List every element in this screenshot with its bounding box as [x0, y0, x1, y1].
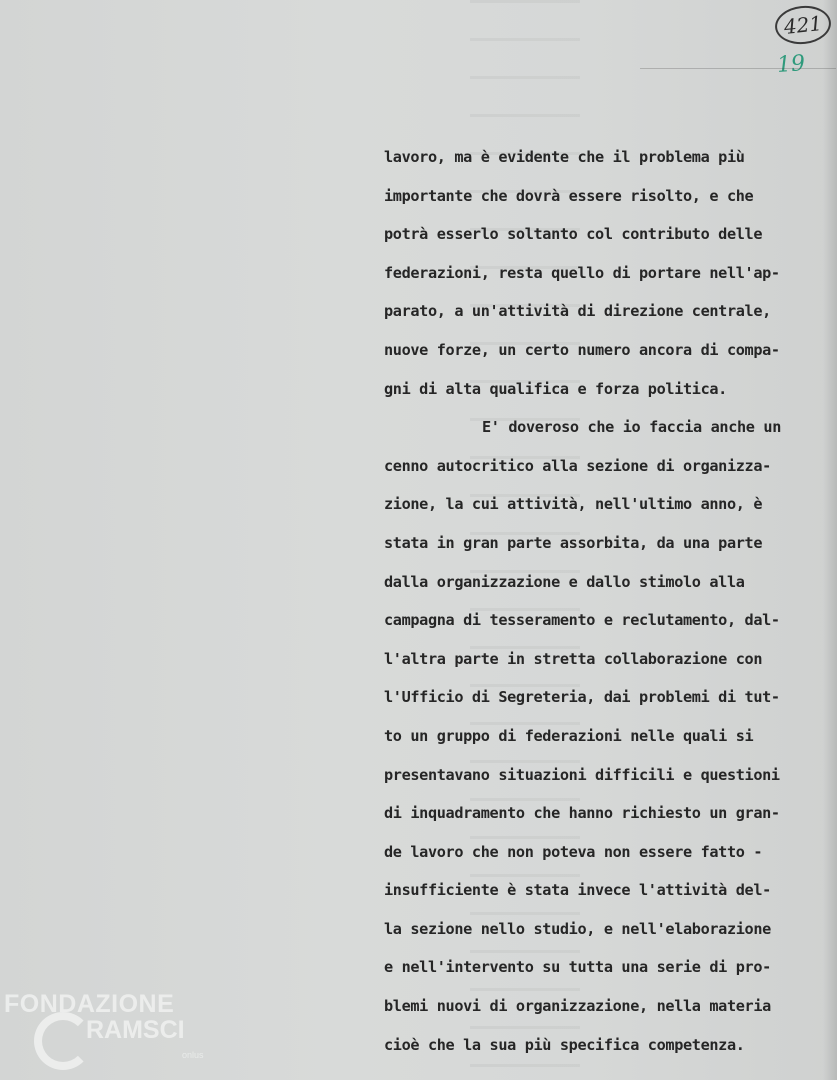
text-line: de lavoro che non poteva non essere fatto -	[384, 842, 763, 861]
text-line: to un gruppo di federazioni nelle quali si	[384, 726, 754, 745]
text-line: di inquadramento che hanno richiesto un gran-	[384, 804, 780, 823]
text-line: e nell'intervento su tutta una serie di pro-	[384, 958, 771, 977]
text-line: insufficiente è stata invece l'attività del-	[384, 881, 771, 900]
top-rule	[640, 68, 836, 69]
text-line: importante che dovrà essere risolto, e che	[384, 186, 754, 205]
text-line: cioè che la sua più specifica competenza.	[384, 1035, 745, 1054]
text-line: federazioni, resta quello di portare nell'ap-	[384, 263, 780, 282]
watermark-line2: RAMSCI	[86, 1016, 185, 1044]
watermark-g-logo	[34, 1012, 92, 1070]
text-line: presentavano situazioni difficili e questioni	[384, 765, 780, 784]
watermark-line3: onlus	[182, 1050, 204, 1060]
text-line: parato, a un'attività di direzione centrale,	[384, 302, 771, 321]
text-line: gni di alta qualifica e forza politica.	[384, 379, 727, 398]
text-line: nuove forze, un certo numero ancora di compa-	[384, 340, 780, 359]
text-line: cenno autocritico alla sezione di organizza-	[384, 456, 771, 475]
text-line: l'altra parte in stretta collaborazione con	[384, 649, 763, 668]
text-line: potrà esserlo soltanto col contributo delle	[384, 225, 763, 244]
fondazione-gramsci-watermark	[4, 990, 214, 1078]
text-line: campagna di tesseramento e reclutamento, dal-	[384, 611, 780, 630]
folio-number: 19	[776, 51, 806, 78]
page-number: 421	[782, 11, 824, 39]
typewritten-text	[384, 138, 830, 1064]
text-line: zione, la cui attività, nell'ultimo anno, è	[384, 495, 763, 514]
text-line: la sezione nello studio, e nell'elaborazione	[384, 919, 771, 938]
text-line: l'Ufficio di Segreteria, dai problemi di tut-	[384, 688, 780, 707]
paragraph-first-line: E' doveroso che io faccia anche un	[482, 418, 781, 437]
text-line: blemi nuovi di organizzazione, nella materia	[384, 997, 771, 1016]
watermark-line1: FONDAZIONE	[4, 990, 175, 1018]
text-line: stata in gran parte assorbita, da una parte	[384, 533, 763, 552]
text-line: lavoro, ma è evidente che il problema più	[384, 148, 745, 166]
text-line: dalla organizzazione e dallo stimolo alla	[384, 572, 745, 591]
